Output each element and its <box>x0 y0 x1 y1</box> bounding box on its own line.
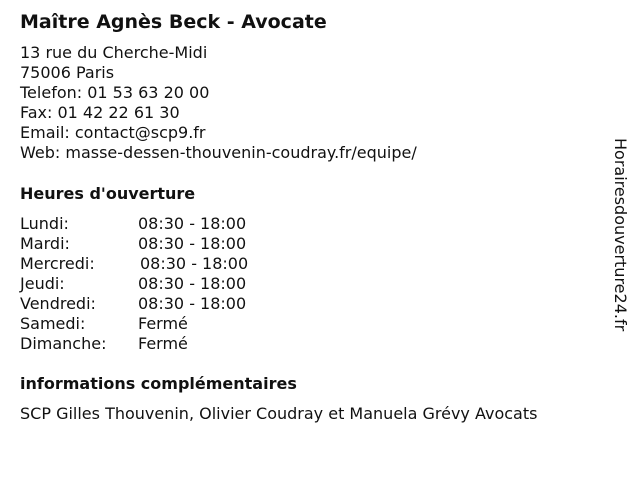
hours-value: 08:30 - 18:00 <box>140 254 249 273</box>
day-label: Lundi: <box>20 214 69 233</box>
email-address: Email: contact@scp9.fr <box>20 123 206 142</box>
hours-row-sunday <box>20 334 280 354</box>
hours-row-thursday <box>20 274 280 294</box>
opening-hours-heading: Heures d'ouverture <box>20 184 196 203</box>
address-street: 13 rue du Cherche-Midi <box>20 43 208 62</box>
hours-value: 08:30 - 18:00 <box>138 234 247 253</box>
hours-row-monday <box>20 214 280 234</box>
hours-value: 08:30 - 18:00 <box>138 294 247 313</box>
hours-row-saturday <box>20 314 280 334</box>
additional-info-text: SCP Gilles Thouvenin, Olivier Coudray et Manuela Grévy Avocats <box>20 404 538 423</box>
phone-number: Telefon: 01 53 63 20 00 <box>20 83 210 102</box>
opening-hours-table <box>20 214 280 354</box>
day-label: Dimanche: <box>20 334 107 353</box>
page-title: Maître Agnès Beck - Avocate <box>20 11 327 33</box>
hours-value: 08:30 - 18:00 <box>138 274 247 293</box>
additional-info-heading: informations complémentaires <box>20 374 297 393</box>
address-city: 75006 Paris <box>20 63 115 82</box>
day-label: Samedi: <box>20 314 86 333</box>
day-label: Jeudi: <box>20 274 65 293</box>
fax-number: Fax: 01 42 22 61 30 <box>20 103 180 122</box>
day-label: Vendredi: <box>20 294 96 313</box>
day-label: Mercredi: <box>20 254 95 273</box>
contact-block <box>20 43 417 163</box>
hours-row-wednesday <box>20 254 280 274</box>
hours-row-friday <box>20 294 280 314</box>
day-label: Mardi: <box>20 234 70 253</box>
hours-value: Fermé <box>138 314 188 333</box>
hours-value: 08:30 - 18:00 <box>138 214 247 233</box>
site-watermark: Horairesdouverture24.fr <box>611 138 630 332</box>
website-url: Web: masse-dessen-thouvenin-coudray.fr/equipe/ <box>20 143 417 162</box>
hours-row-tuesday <box>20 234 280 254</box>
hours-value: Fermé <box>138 334 188 353</box>
